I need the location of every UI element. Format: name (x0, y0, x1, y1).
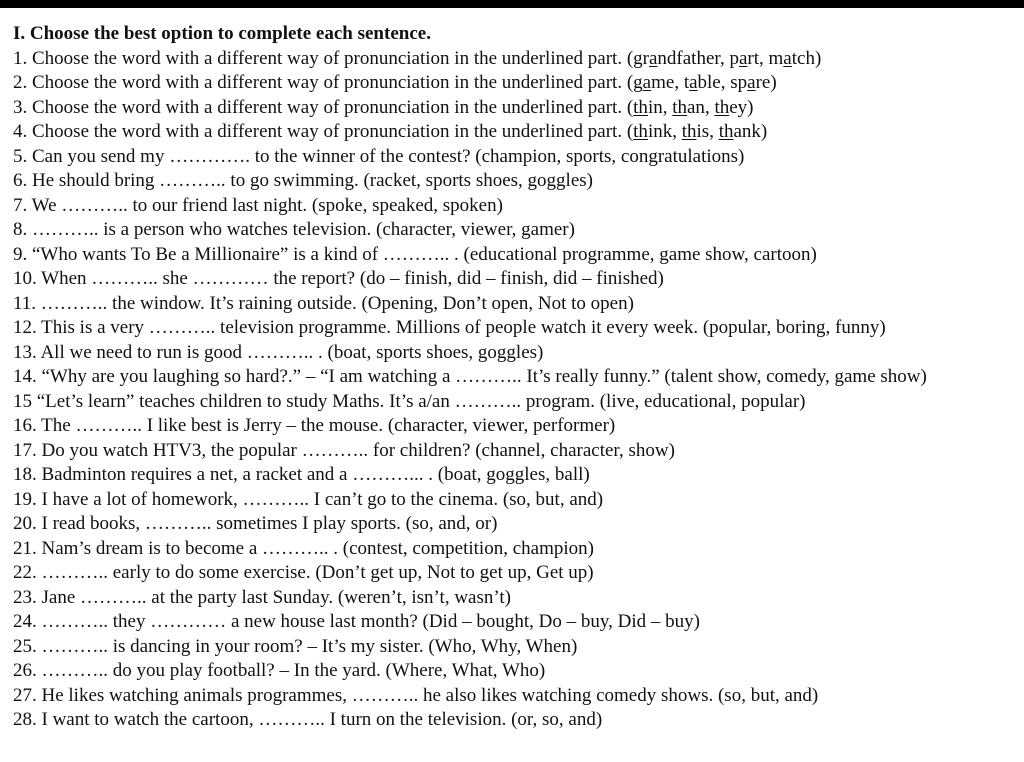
option-word (684, 72, 721, 93)
worksheet-page (0, 8, 1024, 762)
underlined-part: th (633, 96, 648, 118)
word-part: ndfather (657, 47, 720, 69)
underlined-part: th (681, 121, 697, 142)
underlined-part: a (747, 72, 756, 93)
word-part: ink (647, 121, 673, 142)
underlined-part: a (738, 47, 748, 69)
option-word (730, 72, 770, 93)
word-part: t (683, 72, 690, 93)
option-word (719, 121, 761, 142)
worksheet-content (13, 22, 1015, 733)
question-line: 16. The ……….. I like best is Jerry – the mouse. (character, viewer, performer) (13, 415, 616, 436)
question-line: 19. I have a lot of homework, ……….. I can’t go to the cinema. (so, but, and) (13, 488, 604, 510)
underlined-part: th (672, 96, 687, 118)
question-line: 21. Nam’s dream is to become a ……….. . (contest, competition, champion) (13, 537, 594, 559)
question-text: 3. Choose the word with a different way of pronunciation in the underlined part. ( (13, 96, 634, 118)
question-line: 8. ……….. is a person who watches television. (character, viewer, gamer) (13, 219, 575, 240)
question-line: 12. This is a very ……….. television programme. Millions of people watch it every week. (popular, boring, funny) (13, 317, 886, 338)
question-line: 15 “Let’s learn” teaches children to study Maths. It’s a/an ……….. program. (live, educational, popular) (13, 390, 806, 412)
underlined-part: a (783, 47, 792, 69)
question-line: 20. I read books, ……….. sometimes I play sports. (so, and, or) (13, 513, 498, 534)
underlined-part: a (689, 72, 698, 93)
word-part: in (647, 96, 663, 118)
question-line: 17. Do you watch HTV3, the popular ……….. for children? (channel, character, show) (13, 439, 675, 461)
word-part: m (768, 47, 784, 69)
question-text: 2. Choose the word with a different way of pronunciation in the underlined part. ( (13, 72, 634, 93)
word-part: rt (747, 47, 760, 69)
option-word (729, 48, 759, 69)
question-line: 25. ……….. is dancing in your room? – It’s my sister. (Who, Why, When) (13, 635, 578, 657)
word-part: g (633, 72, 643, 93)
underlined-part: th (718, 121, 734, 142)
word-part: an (687, 96, 705, 118)
word-part: gr (633, 47, 649, 69)
question-text: 4. Choose the word with a different way of pronunciation in the underlined part. ( (13, 121, 634, 142)
word-part: me (651, 72, 675, 93)
option-word (633, 121, 672, 142)
question-line: 7. We ……….. to our friend last night. (spoke, speaked, spoken) (13, 194, 503, 216)
option-word (633, 72, 674, 93)
option-word (682, 121, 709, 142)
option-word (672, 97, 705, 118)
question-line: 13. All we need to run is good ……….. . (boat, sports shoes, goggles) (13, 341, 544, 363)
question-line: 26. ……….. do you play football? – In the yard. (Where, What, Who) (13, 660, 546, 681)
underlined-part: a (642, 72, 652, 93)
question-text: 1. Choose the word with a different way of pronunciation in the underlined part. ( (13, 47, 634, 69)
underlined-part: th (633, 121, 648, 142)
question-line: 2. Choose the word with a different way of pronunciation in the underlined part. (game, table, spare) (13, 72, 777, 93)
word-part: ey (729, 96, 748, 118)
option-word (633, 97, 663, 118)
underlined-part: a (648, 47, 658, 69)
question-line: 6. He should bring ……….. to go swimming. (racket, sports shoes, goggles) (13, 170, 593, 191)
question-line: 18. Badminton requires a net, a racket and a ………... . (boat, goggles, ball) (13, 464, 590, 485)
question-line: 28. I want to watch the cartoon, ……….. I turn on the television. (or, so, and) (13, 709, 603, 730)
question-line: 23. Jane ……….. at the party last Sunday. (weren’t, isn’t, wasn’t) (13, 586, 511, 608)
pronunciation-questions (13, 47, 1015, 145)
question-line: 1. Choose the word with a different way of pronunciation in the underlined part. (grandfather, part, match) (13, 47, 822, 69)
option-word (714, 97, 747, 118)
question-line: 24. ……….. they ………… a new house last month? (Did – bought, Do – buy, Did – buy) (13, 611, 700, 632)
option-word (769, 48, 815, 69)
question-line: 9. “Who wants To Be a Millionaire” is a kind of ……….. . (educational programme, game show, cartoon) (13, 243, 817, 265)
option-word (633, 48, 720, 69)
word-part: p (729, 47, 739, 69)
word-part: ank (733, 121, 761, 142)
word-part: tch (791, 47, 815, 69)
question-line: 3. Choose the word with a different way of pronunciation in the underlined part. (thin, than, they) (13, 96, 754, 118)
question-line: 22. ……….. early to do some exercise. (Don’t get up, Not to get up, Get up) (13, 562, 594, 583)
question-line: 4. Choose the word with a different way of pronunciation in the underlined part. (think, this, thank) (13, 121, 768, 142)
question-line: 10. When ……….. she ………… the report? (do – finish, did – finish, did – finished) (13, 268, 664, 289)
question-line: 27. He likes watching animals programmes, ……….. he also likes watching comedy shows. (so, but, and) (13, 684, 819, 706)
sentence-questions (13, 145, 1015, 733)
word-part: is (696, 121, 710, 142)
word-part: re (755, 72, 771, 93)
question-line: 5. Can you send my …………. to the winner of the contest? (champion, sports, congratulations) (13, 145, 745, 167)
underlined-part: th (714, 96, 730, 118)
word-part: sp (730, 72, 748, 93)
question-line: 14. “Why are you laughing so hard?.” – “I am watching a ……….. It’s really funny.” (talent show, comedy, game show) (13, 366, 927, 387)
word-part: ble (697, 72, 721, 93)
question-line: 11. ……….. the window. It’s raining outside. (Opening, Don’t open, Not to open) (13, 292, 634, 314)
section-heading: I. Choose the best option to complete each sentence. (13, 23, 431, 44)
